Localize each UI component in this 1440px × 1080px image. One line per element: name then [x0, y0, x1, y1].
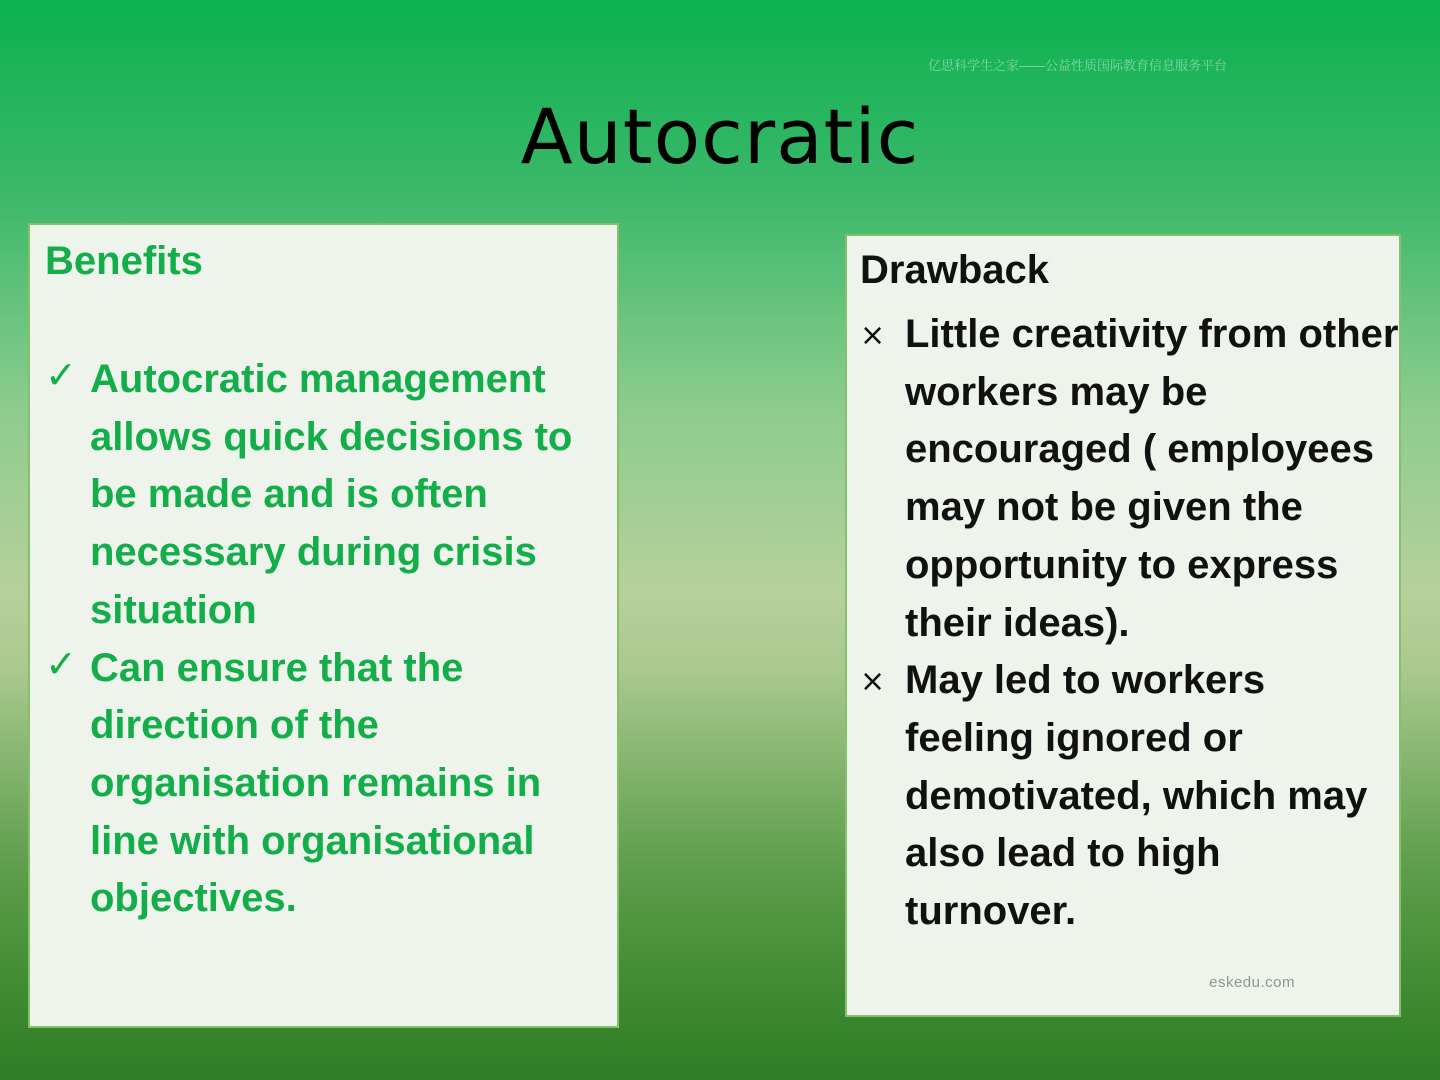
benefit-item [45, 640, 605, 929]
drawback-item-text: May led to workers feeling ignored or demotivated, which may also lead to high turnover. [905, 658, 1368, 934]
checkmark-icon: ✓ [45, 641, 77, 686]
benefit-item-text: Autocratic management allows quick decisions to be made and is often necessary during crisis situation [90, 357, 573, 632]
drawback-item [860, 652, 1400, 941]
drawback-heading: Drawback [860, 248, 1049, 292]
drawback-panel [845, 234, 1401, 1017]
top-watermark: 亿思科学生之家——公益性质国际教育信息服务平台 [928, 58, 1228, 73]
checkmark-icon: ✓ [45, 353, 77, 397]
cross-icon: × [860, 664, 886, 700]
cross-icon: × [860, 318, 886, 353]
slide-title: Autocratic [520, 92, 920, 181]
drawback-item [860, 306, 1400, 652]
benefits-panel [28, 223, 619, 1028]
benefits-heading: Benefits [45, 239, 203, 283]
site-watermark: eskedu.com [1209, 974, 1295, 991]
benefit-item [45, 351, 605, 640]
benefit-item-text: Can ensure that the direction of the organisation remains in line with organisational objectives. [90, 645, 542, 921]
drawback-list [860, 306, 1400, 941]
drawback-item-text: Little creativity from other workers may be encouraged ( employees may not be given the opportunity to express their ideas). [905, 312, 1399, 645]
benefits-list [45, 351, 605, 928]
